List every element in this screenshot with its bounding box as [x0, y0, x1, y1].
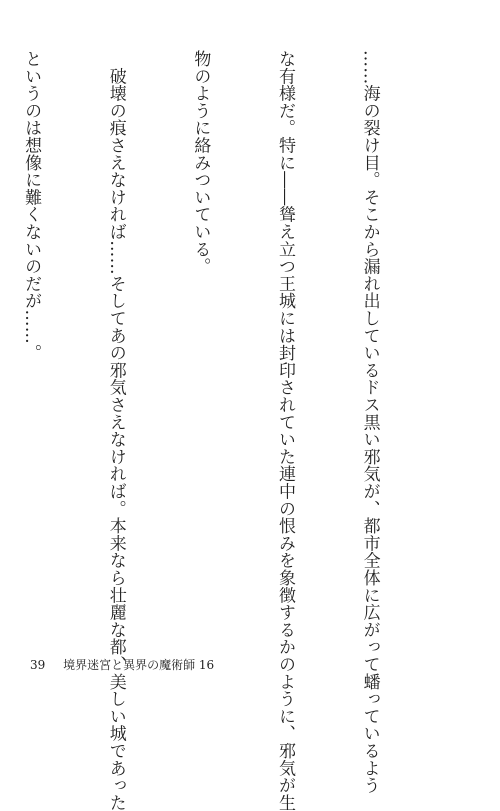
text-line: ……海の裂け目。そこから漏れ出しているドス黒い邪気が、都市全体に広がって蟠っているよう [359, 50, 380, 794]
text-line: 破壊の痕さえなければ……そしてあの邪気さえなければ。本来なら壮麗な都、美しい城であった [105, 50, 126, 811]
page-number: 39 [30, 658, 46, 672]
text-line: というのは想像に難くないのだが……。 [21, 50, 42, 362]
text-line: 物のように絡みついている。 [190, 50, 211, 275]
page-footer [30, 656, 214, 673]
text-line: な有様だ。特に――聳え立つ王城には封印されていた連中の恨みを象徴するかのように、邪気が生 [274, 50, 295, 811]
book-title: 境界迷宮と異界の魔術師 16 [63, 658, 215, 672]
